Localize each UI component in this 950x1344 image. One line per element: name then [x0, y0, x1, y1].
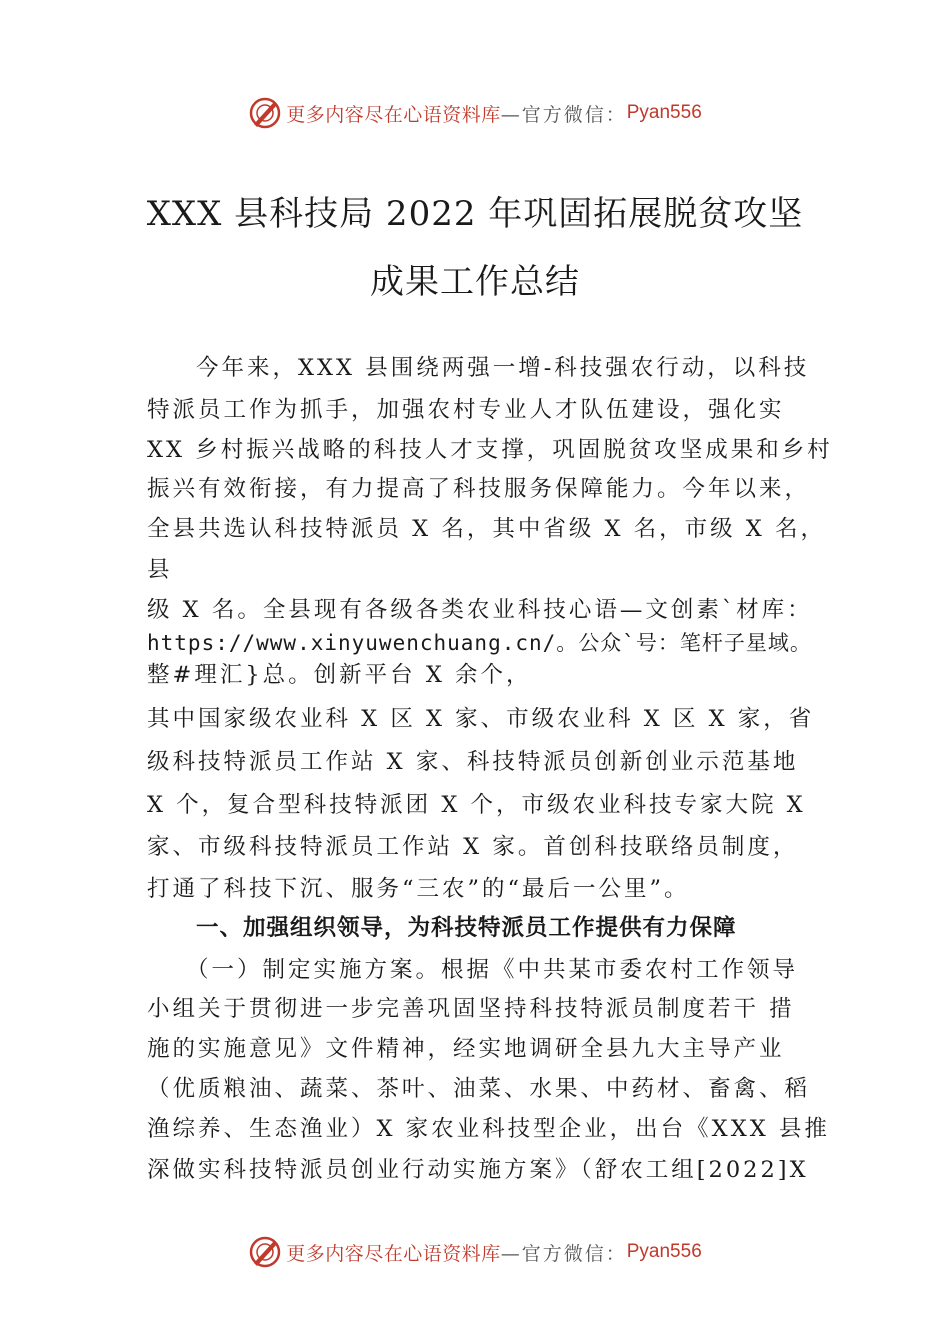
body-line: 县: [147, 557, 173, 583]
watermark-dash: —官方微信：: [500, 1242, 627, 1265]
body-line: 振兴有效衔接，有力提高了科技服务保障能力。今年以来，: [147, 476, 811, 502]
body-line: 小组关于贯彻进一步完善巩固坚持科技特派员制度若干 措: [147, 996, 795, 1022]
body-line: 整#理汇}总。创新平台 X 余个，: [147, 662, 532, 688]
body-line: 施的实施意见》文件精神，经实地调研全县九大主导产业: [147, 1036, 785, 1062]
watermark-account: Pyan556: [626, 102, 702, 123]
watermark-lead: 更多内容尽在心语资料库: [286, 1242, 501, 1265]
watermark-banner-top: [0, 93, 950, 133]
body-line: 渔综养、生态渔业）X 家农业科技型企业，出台《XXX 县推: [147, 1116, 830, 1142]
body-line: X 个，复合型科技特派团 X 个，市级农业科技专家大院 X: [147, 792, 806, 818]
body-line: 今年来，XXX 县围绕两强一增-科技强农行动，以科技: [196, 355, 810, 381]
watermark-banner-bottom: [0, 1232, 950, 1272]
body-line: （优质粮油、蔬菜、茶叶、油菜、水果、中药材、畜禽、稻: [147, 1076, 811, 1102]
body-line: 深做实科技特派员创业行动实施方案》（舒农工组[2022]X: [147, 1157, 809, 1183]
body-line: 特派员工作为抓手，加强农村专业人才队伍建设，强化实: [147, 397, 785, 423]
body-line: 家、市级科技特派员工作站 X 家。首创科技联络员制度，: [147, 834, 799, 860]
pen-logo-icon: [248, 96, 282, 130]
doc-title-line-1: XXX 县科技局 2022 年巩固拓展脱贫攻坚: [146, 194, 804, 234]
body-line: 打通了科技下沉、服务“三农”的“最后一公里”。: [147, 876, 690, 902]
body-line: 全县共选认科技特派员 X 名，其中省级 X 名，市级 X 名，: [147, 516, 826, 542]
body-line: XX 乡村振兴战略的科技人才支撑，巩固脱贫攻坚成果和乡村: [147, 437, 833, 463]
body-line: 级 X 名。全县现有各级各类农业科技心语—文创素`材库：: [147, 597, 813, 623]
body-line: （一）制定实施方案。根据《中共某市委农村工作领导: [186, 957, 799, 983]
watermark-dash: —官方微信：: [500, 103, 627, 126]
watermark-lead: 更多内容尽在心语资料库: [286, 103, 501, 126]
body-line: 其中国家级农业科 X 区 X 家、市级农业科 X 区 X 家，省: [147, 706, 815, 732]
doc-title-line-2: 成果工作总结: [370, 262, 580, 302]
body-line-url: https://www.xinyuwenchuang.cn/。公众`号：笔杆子星域。: [147, 631, 812, 655]
section-heading: 一、加强组织领导，为科技特派员工作提供有力保障: [196, 915, 737, 941]
body-line: 级科技特派员工作站 X 家、科技特派员创新创业示范基地: [147, 749, 799, 775]
watermark-account: Pyan556: [626, 1241, 702, 1262]
pen-logo-icon: [248, 1235, 282, 1269]
